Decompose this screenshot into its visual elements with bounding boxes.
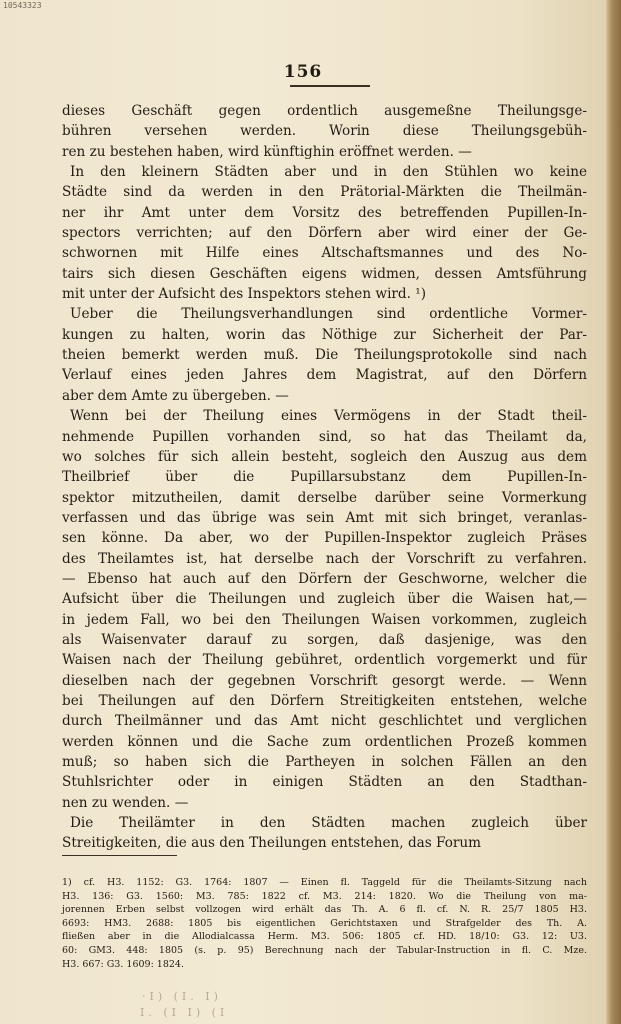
footnote-line: 1) cf. H3. 1152: G3. 1764: 1807 — Einen fl. Taggeld für die Theilamts-Sitzung nach xyxy=(62,877,587,888)
text-line: Städte sind da werden in den Prätorial-Märkten die Theilmän- xyxy=(62,184,587,201)
text-line: dieselben nach der gegebnen Vorschrift gesorgt werde. — Wenn xyxy=(62,672,587,689)
text-line: werden können und die Sache zum ordentlichen Prozeß kommen xyxy=(62,733,587,750)
bleed-through-text: ·I) (I. I) xyxy=(142,990,222,1003)
footnote-line: 60: GM3. 448: 1805 (s. p. 95) Berechnung nach der Tabular-Instruction in fl. C. Mze. xyxy=(62,944,587,956)
text-line: tairs sich diesen Geschäften eigens widmen, dessen Amtsführung xyxy=(62,265,587,282)
text-line: ren zu bestehen haben, wird künftighin eröffnet werden. — xyxy=(62,143,472,160)
text-line: bühren versehen werden. Worin diese Theilungsgebüh- xyxy=(62,123,587,140)
footnotes xyxy=(62,876,587,971)
header-rule xyxy=(290,85,370,87)
text-line: Streitigkeiten, die aus den Theilungen entstehen, das Forum xyxy=(62,835,482,852)
text-line: — Ebenso hat auch auf den Dörfern der Geschworne, welcher die xyxy=(62,570,587,587)
text-line: nen zu wenden. — xyxy=(62,794,189,811)
text-line: spectors verrichten; auf den Dörfern aber wird einer der Ge- xyxy=(62,225,587,242)
text-line: Theilbrief über die Pupillarsubstanz dem Pupillen-In- xyxy=(62,469,587,486)
text-line: in jedem Fall, wo bei den Theilungen Waisen vorkommen, zugleich xyxy=(62,611,587,628)
text-line: theien bemerkt werden muß. Die Theilungsprotokolle sind nach xyxy=(62,347,587,364)
text-line: durch Theilmänner und das Amt nicht geschlichtet und verglichen xyxy=(62,713,587,730)
text-line: verfassen und das übrige was sein Amt mit sich bringet, veranlas- xyxy=(62,509,587,526)
footnote-line: H3. 667: G3. 1609: 1824. xyxy=(62,958,184,970)
text-line: Aufsicht über die Theilungen und zugleich über die Waisen hat,— xyxy=(62,591,587,608)
text-line: schwornen mit Hilfe eines Altschaftsmannes und des No- xyxy=(62,245,587,262)
page-edge xyxy=(606,0,621,1024)
footnote-line: H3. 136: G3. 1560: M3. 785: 1822 cf. M3. 214: 1820. Wo die Theilung von ma- xyxy=(62,890,587,902)
text-line: kungen zu halten, worin das Nöthige zur Sicherheit der Par- xyxy=(62,326,587,343)
bleed-through-text: I. (I I) (I xyxy=(140,1006,229,1019)
footnote-line: jorennen Erben selbst vollzogen wird erhält das Th. A. 6 fl. cf. N. R. 25/7 1805 H3. xyxy=(62,904,587,916)
text-line: Stuhlsrichter oder in einigen Städten an den Stadthan- xyxy=(62,774,587,791)
text-line: muß; so haben sich die Partheyen in solchen Fällen an den xyxy=(62,754,587,770)
page-number: 156 xyxy=(283,62,323,82)
text-line: nehmende Pupillen vorhanden sind, so hat das Theilamt da, xyxy=(62,428,587,445)
footnote-rule xyxy=(62,855,177,856)
text-line: als Waisenvater darauf zu sorgen, daß dasjenige, was den xyxy=(62,631,587,648)
footnote-line: 6693: HM3. 2688: 1805 bis eigentlichen Gerichtstaxen und Strafgelder des Th. A. xyxy=(62,917,587,929)
scan-id: 10543323 xyxy=(3,1,42,10)
text-line: Die Theilämter in den Städten machen zugleich über xyxy=(70,815,587,832)
text-line: Wenn bei der Theilung eines Vermögens in der Stadt theil- xyxy=(70,408,587,425)
body-text xyxy=(62,101,587,854)
text-line: mit unter der Aufsicht des Inspektors stehen wird. ¹) xyxy=(62,286,427,303)
text-line: dieses Geschäft gegen ordentlich ausgemeßne Theilungsge- xyxy=(62,103,587,119)
text-line: Ueber die Theilungsverhandlungen sind ordentliche Vormer- xyxy=(70,306,587,323)
text-line: sen könne. Da aber, wo der Pupillen-Inspektor zugleich Präses xyxy=(62,530,587,547)
text-line: ner ihr Amt unter dem Vorsitz des betreffenden Pupillen-In- xyxy=(62,204,587,221)
text-line: wo solches für sich allein besteht, sogleich den Auszug aus dem xyxy=(62,448,587,465)
footnote-line: fließen aber in die Allodialcassa Herm. M3. 506: 1805 cf. HD. 18/10: G3. 12: U3. xyxy=(62,931,587,943)
text-line: In den kleinern Städten aber und in den Stühlen wo keine xyxy=(70,164,587,181)
text-line: Verlauf eines jeden Jahres dem Magistrat, auf den Dörfern xyxy=(62,367,587,384)
text-line: Waisen nach der Theilung gebühret, ordentlich vorgemerkt und für xyxy=(62,652,587,669)
text-line: des Theilamtes ist, hat derselbe nach der Vorschrift zu verfahren. xyxy=(62,550,587,567)
text-line: aber dem Amte zu übergeben. — xyxy=(62,387,289,404)
text-line: spektor mitzutheilen, damit derselbe darüber seine Vormerkung xyxy=(62,489,587,506)
text-line: bei Theilungen auf den Dörfern Streitigkeiten entstehen, welche xyxy=(62,692,587,709)
